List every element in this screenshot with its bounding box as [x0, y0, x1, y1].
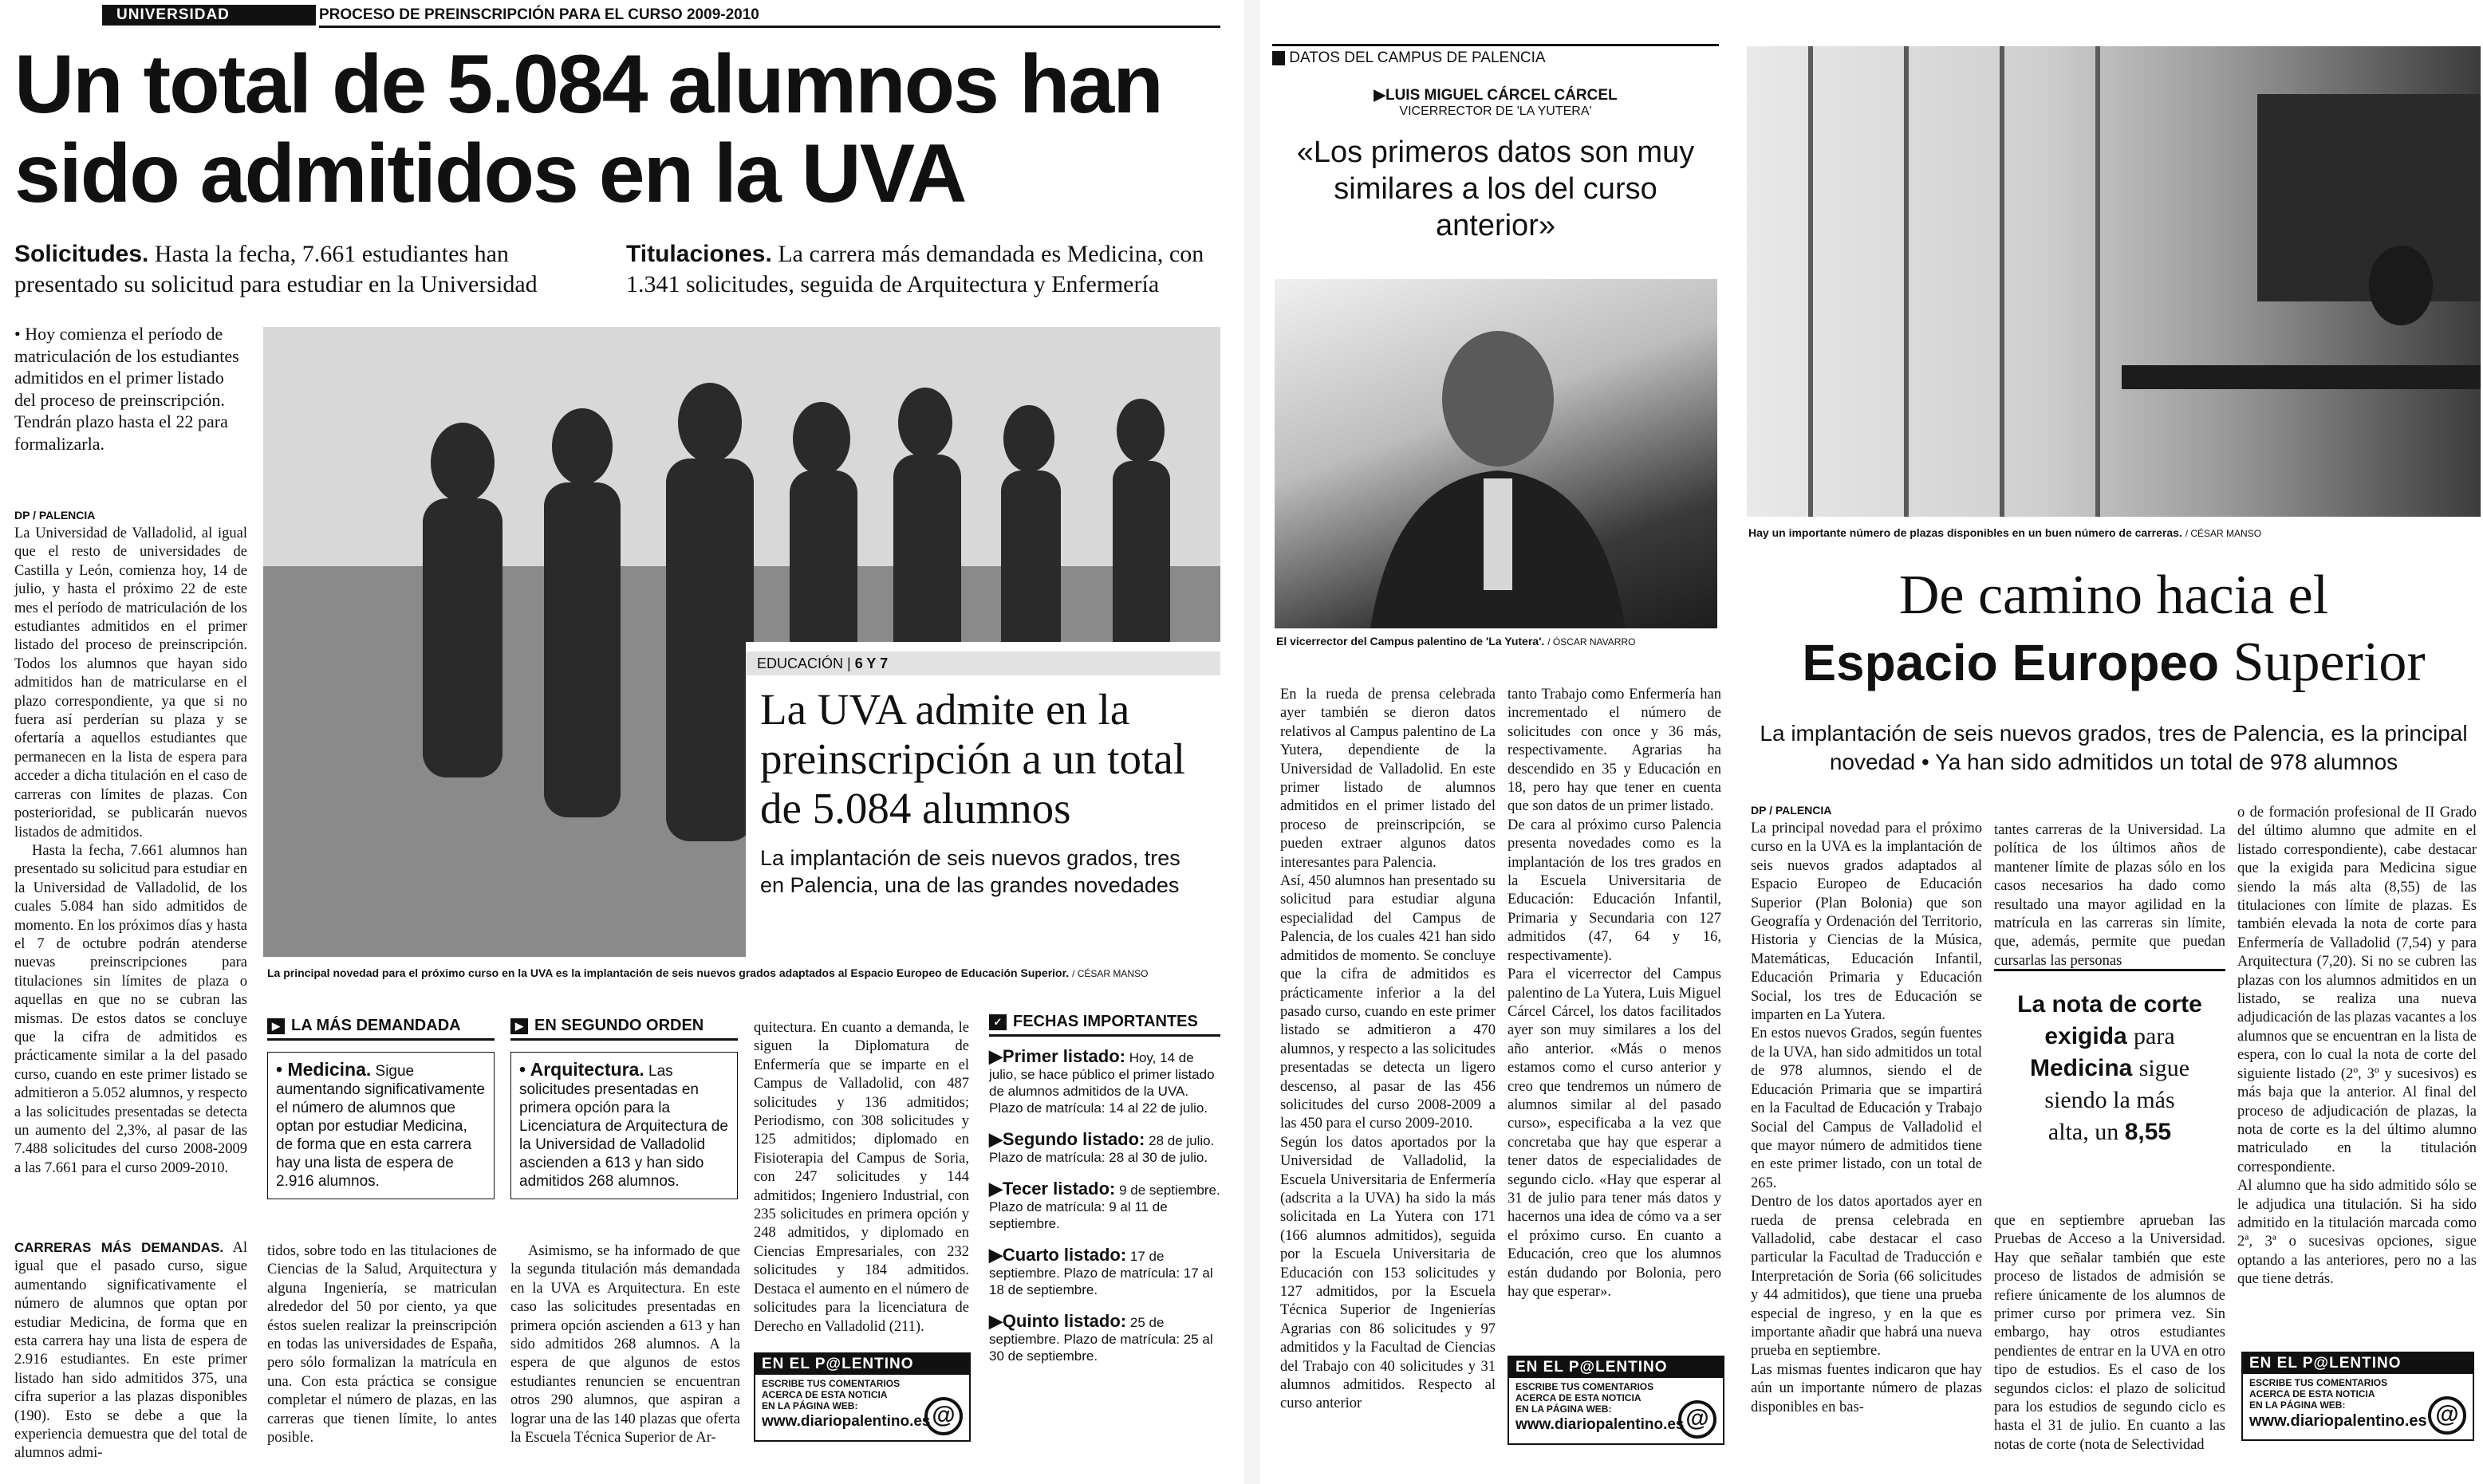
person-name: ▶LUIS MIGUEL CÁRCEL CÁRCEL — [1374, 87, 1618, 104]
fechas-list — [989, 1048, 1220, 1364]
inset-box — [746, 642, 1220, 957]
headline-line-1: Un total de 5.084 alumnos han — [14, 38, 1162, 131]
fecha-item: ▶Quinto listado: 25 de septiembre. Plazo de matrícula: 25 al 30 de septiembre. — [989, 1311, 1213, 1364]
fecha-item: ▶Tecer listado: 9 de septiembre. Plazo de matrícula: 9 al 11 de septiembre. — [989, 1179, 1220, 1231]
deck-right — [626, 239, 1232, 300]
promo-box-right — [2241, 1352, 2474, 1441]
promo-bar: EN EL P@LENTINO — [2243, 1353, 2473, 1374]
inset-deck: La implantación de seis nuevos grados, tres en Palencia, una de las grandes novedades — [760, 846, 1180, 897]
box-segundo-orden — [510, 1017, 738, 1199]
inset-section: EDUCACIÓN — [757, 655, 844, 671]
page-gutter — [1244, 0, 1260, 1484]
box-title: LA MÁS DEMANDADA — [291, 1017, 461, 1034]
fecha-text: Hoy, 14 de julio, se hace público el primer listado de alumnos admitidos de la UVA. Plazo de matrícula: 14 al 22 de julio. — [989, 1050, 1215, 1116]
paragraph: Hasta la fecha, 7.661 alumnos han presentado su solicitud para estudiar en la Universidad de Valladolid, de los cuales 5.084 han sido admitidos de momento. En los próximos días y hasta el 7 de octubre podrán atenderse nuevas preinscripciones para titulaciones sin límites de plaza o aquellas en que no se cubran las mismas. De estos datos se concluye que la cifra de admitidos es prácticamente similar a la del pasado curso, cuando en este primer listado se admitieron a 5.052 alumnos, y respecto a las solicitudes presentadas se detecta un aumento del 2,3%, al pasar de las 7.488 solicitudes del curso 2008-2009 a las 7.661 para el curso 2009-2010. — [14, 842, 247, 1176]
vicerrector-photo — [1275, 279, 1717, 628]
fecha-item: ▶Cuarto listado: 17 de septiembre. Plazo de matrícula: 17 al 18 de septiembre. — [989, 1245, 1213, 1297]
headline-rest: Superior — [2233, 632, 2426, 693]
photo-caption-text: La principal novedad para el próximo curso en la UVA es la implantación de seis nuevos grados adaptados al Espacio Europeo de Educación Superior. — [267, 966, 1070, 979]
pull-quote: «Los primeros datos son muy similares a los del curso anterior» — [1296, 136, 1695, 242]
headline-bold: Espacio Europeo — [1802, 634, 2220, 691]
headline-line-2: sido admitidos en la UVA — [14, 128, 966, 220]
promo-url[interactable]: www.diariopalentino.es — [762, 1413, 931, 1430]
column-1-text — [14, 525, 247, 1222]
box-icon: ▶ — [510, 1018, 528, 1034]
promo-box-left — [754, 1352, 971, 1442]
column-1-sub — [14, 1238, 247, 1462]
pull-line: siendo la más — [2044, 1087, 2175, 1113]
paragraph: La Universidad de Valladolid, al igual que el resto de universidades de Castilla y León, comienza hoy, 14 de julio, y hasta el próximo 22 de este mes el período de matriculación de los estudiantes admitidos en el primer listado del proceso de preinscripción. Todos los alumnos que hayan sido admitidos han de matricularse en el plazo correspondiente, ya que si no fuera así perderían su plaza y se ofertaría a aquellos estudiantes que permanecen en la lista de espera para acceder a dicha titulación en el caso de carreras con límites de plazas. Con posterioridad, se publicarán nuevos listados de admitidos. — [14, 526, 247, 840]
promo-line: ESCRIBE TUS COMENTARIOS — [1515, 1381, 1654, 1392]
promo-line: ESCRIBE TUS COMENTARIOS — [762, 1378, 901, 1389]
promo-url[interactable]: www.diariopalentino.es — [1515, 1416, 1685, 1433]
pull-line: para — [2134, 1023, 2175, 1049]
pull-line: alta, un — [2047, 1119, 2119, 1145]
pull-line: exigida — [2044, 1023, 2127, 1049]
paragraph: tidos, sobre todo en las titulaciones de Ciencias de la Salud, Arquitectura y alguna Ingeniería, se matriculan alrededor del 50 por ciento, ya que éstos suelen realizar la preinscripción en todas las universidades de España, pero sólo formalizan la matrícula en una. Con esta práctica se consigue completar el número de plazas, en las carreras que tienen límite, lo antes posible. — [267, 1243, 497, 1447]
section-icon — [1272, 51, 1285, 65]
person — [1272, 86, 1719, 119]
at-icon: @ — [2428, 1396, 2466, 1435]
campus-section — [1272, 44, 1719, 67]
promo-line: ACERCA DE ESTA NOTICIA — [762, 1389, 888, 1400]
box-text: Sigue aumentando significativamente el número de alumnos que optan por estudiar Medicina, de forma que en esta carrera hay una lista de espera de 2.916 alumnos. — [276, 1063, 485, 1190]
library-photo — [1747, 46, 2481, 517]
fecha-text: 28 de julio. Plazo de matrícula: 28 al 30 de julio. — [989, 1133, 1215, 1165]
promo-line: ACERCA DE ESTA NOTICIA — [1515, 1392, 1642, 1403]
byline: DP / PALENCIA — [14, 509, 96, 522]
interview-column-1 — [1280, 686, 1496, 1451]
inset-title: La UVA admite en la preinscripción a un total de 5.084 alumnos — [760, 685, 1186, 833]
library-illustration — [1747, 46, 2481, 517]
fecha-label: Quinto listado: — [1002, 1311, 1127, 1331]
column-1 — [14, 509, 247, 1462]
byline: DP / PALENCIA — [1751, 804, 1832, 817]
paragraph: Al igual que el pasado curso, sigue aumentando significativamente el número de alumnos que optan por estudiar Medicina, de forma que en esta carrera hay una lista de espera de 2.916 estudiantes. En este primer listado han sido admitidos 375, una cifra superior a las plazas disponibles (190). Esto se debe a que la experiencia demuestra que del total de alumnos admi- — [14, 1240, 247, 1462]
box-title: EN SEGUNDO ORDEN — [534, 1017, 704, 1034]
paragraph: quitectura. En cuanto a demanda, le siguen la Diplomatura de Enfermería que se imparte en el Campus de Valladolid, con 487 solicitudes y 136 admitidos; Periodismo, con 308 solicitudes y 125 admitidos; diplomado en Fisioterapia del Campus de Soria, con 247 solicitudes y 144 admitidos; Ingeniero Industrial, con 235 solicitudes en primera opción y 248 admitidos, y diplomado en Ciencias Empresariales, con 232 solicitudes y 184 admitidos. Destaca el aumento en el número de solicitudes para la licenciatura de Derecho en Valladolid (211). — [754, 1020, 969, 1335]
promo-url[interactable]: www.diariopalentino.es — [2249, 1412, 2427, 1430]
box-label: • Medicina. — [276, 1059, 372, 1080]
column-4 — [754, 1019, 969, 1338]
paragraph: tanto Trabajo como Enfermería han incrementado el número de solicitudes con once y 36 más, respectivamente. Agrarias ha descendido en 35 y Educación en 18, pero hay que tener en cuenta que son datos de un primer listado. De cara al próximo curso Palencia presenta novedades como es la implantación de los tres grados en la Escuela Universitaria de Educación: Educación Infantil, Primaria y Secundaria con 127 admitidos (47, 64 y 16, respectivamente). Para el vicerrector del Campus palentino de La Yutera, Luis Miguel Cárcel Cárcel, los datos facilitados ayer son muy similares a los del año anterior. «Más o menos estamos como el curso anterior y creo que tendremos un número de alumnos similar al del pasado curso», especificaba a la vez que concretaba que hay que esperar a tener datos de especialidades de segundo ciclo. «Hay que esperar al 31 de julio para tener más datos y hacernos una idea de cómo va a ser el próximo curso. En cuanto a Educación, creo que los alumnos están dudando por Bolonia, pero hay que esperar». — [1508, 687, 1721, 1300]
fecha-item: ▶Primer listado: Hoy, 14 de julio, se hace público el primer listado de alumnos admitidos de la UVA. Plazo de matrícula: 14 al 22 de julio. — [989, 1046, 1215, 1116]
headline-line-1: De camino hacia el — [1898, 565, 2329, 626]
paragraph: tantes carreras de la Universidad. La política de los últimos años de mantener límite de plazas sólo en los casos necesarios ha dado como resultado una mayor agilidad en la matrícula en las carreras sin límite, que, además, permite que puedan cursarlas las personas — [1994, 822, 2225, 969]
intro-bullet: • Hoy comienza el período de matriculación de los estudiantes admitidos en el primer listado del proceso de preinscripción. Tendrán plazo hasta el 22 para formalizarla. — [14, 324, 239, 454]
interview-column-2 — [1508, 686, 1721, 1348]
promo-bar: EN EL P@LENTINO — [1509, 1357, 1723, 1378]
photo-caption — [267, 966, 1224, 979]
paragraph: En la rueda de prensa celebrada ayer también se dieron datos relativos al Campus palentino de La Yutera, dependiente de la Universidad de Valladolid. En este primer listado de alumnos admitidos en el primer listado del proceso de preinscripción, se pueden extraer algunos datos interesantes para Palencia. Así, 450 alumnos han presentado su solicitud para estudiar alguna especialidad del Campus de Palencia, de los cuales 421 han sido admitidos de momento. Se concluye que la cifra de admitidos es prácticamente inferior a la del pasado curso, cuando en este primer listado se admitieron a 470 alumnos, y respecto a las solicitudes presentadas se detecta un ligero descenso, al pasar de las 456 solicitudes del curso 2008-2009 a las 450 para el curso 2009-2010. Según los datos aportados por la Universidad de Valladolid, la Escuela Universitaria de Enfermería (adscrita a la UVA) ha sido la más solicitada en La Yutera con 171 (166 alumnos admitidos), seguida por la Escuela Universitaria de Educación con 153 solicitudes y 127 admitidos, por la Escuela Técnica Superior de Ingenierías Agrarias con 86 solicitudes y 97 admitidos y la Facultad de Ciencias del Trabajo con 40 solicitudes y 31 alumnos admitidos. Respecto al curso anterior — [1280, 687, 1496, 1412]
person-role: VICERRECTOR DE 'LA YUTERA' — [1399, 104, 1592, 118]
article-column-3 — [2237, 804, 2477, 1338]
photo1-caption-text: El vicerrector del Campus palentino de 'La Yutera'. — [1276, 635, 1545, 648]
fechas-box — [989, 1013, 1220, 1379]
box-body — [510, 1052, 738, 1199]
subhead-label: CARRERAS MÁS DEMANDAS. — [14, 1240, 224, 1255]
box-text: Las solicitudes presentadas en primera opción para la Licenciatura de Arquitectura de la Universidad de Valladolid ascienden a 613 y han sido admitidos 268 alumnos. — [519, 1063, 728, 1190]
fecha-text: 17 de septiembre. Plazo de matrícula: 17 al 18 de septiembre. — [989, 1249, 1213, 1297]
deck-right-label: Titulaciones. — [626, 241, 772, 267]
promo-bar: EN EL P@LENTINO — [755, 1354, 969, 1375]
box-title: FECHAS IMPORTANTES — [1013, 1013, 1198, 1030]
fecha-label: Tecer listado: — [1002, 1179, 1116, 1199]
fecha-text: 25 de septiembre. Plazo de matrícula: 25 al 30 de septiembre. — [989, 1315, 1213, 1364]
pull-quote-box — [1994, 969, 2225, 1228]
supertitle: PROCESO DE PREINSCRIPCIÓN PARA EL CURSO 2009-2010 — [319, 5, 1220, 28]
inset-section-bar: EDUCACIÓN | 6 Y 7 — [746, 651, 1220, 675]
paragraph: Asimismo, se ha informado de que la segunda titulación más demandada en la UVA es Arquitectura. En este caso las solicitudes presentadas en primera opción ascienden a 613 y han sido admitidos 268 alumnos. A la espera de que algunos de estos estudiantes renuncien se encuentran otros 290 alumnos, que aspiran a lograr una de las 140 plazas que oferta la Escuela Técnica Superior de Ar- — [510, 1243, 740, 1447]
paragraph: La principal novedad para el próximo curso en la UVA es la implantación de seis nuevos grados adaptados al Espacio Europeo de Educación Superior (Plan Bolonia) que son Geografía y Ordenación del Territorio, Historia y Ciencias de la Música, Matemáticas, Educación Infantil, Educación Primaria y Educación Social, los tres de Educación se imparten en La Yutera. En estos nuevos Grados, según fuentes de la UVA, han sido admitidos un total de 978 alumnos, siendo el de Educación Primaria que se impartirá en la Facultad de Educación y Trabajo Social del Campus de Valladolid el que mayor número de admitidos tiene en este primer listado, con un total de 265. Dentro de los datos aportados ayer en rueda de prensa celebrada en Valladolid, cabe destacar el caso particular la Facultad de Traducción e Interpretación de Soria (66 solicitudes y 44 admitidos), que tiene una prueba especial de ingreso, y en la que es importante añadir que habrá una nueva prueba en septiembre. Las mismas fuentes indicaron que hay aún un importante número de plazas disponibles en bas- — [1751, 821, 1982, 1415]
deck-left-text: Hasta la fecha, 7.661 estudiantes han presentado su solicitud para estudiar en la Universidad — [14, 241, 538, 297]
promo-line: EN LA PÁGINA WEB: — [1515, 1403, 1612, 1415]
promo-line: EN LA PÁGINA WEB: — [2249, 1399, 2346, 1411]
promo-line: ESCRIBE TUS COMENTARIOS — [2249, 1377, 2388, 1388]
pull-line: La nota de corte — [2017, 991, 2202, 1018]
fecha-label: Cuarto listado: — [1002, 1245, 1127, 1265]
photo2-caption — [1748, 526, 2482, 539]
deck-right-text: La carrera más demandada es Medicina, con 1.341 solicitudes, seguida de Arquitectura y Enfermería — [626, 241, 1204, 297]
section-tag: UNIVERSIDAD — [102, 5, 316, 26]
person-illustration — [1275, 279, 1717, 628]
promo-line: ACERCA DE ESTA NOTICIA — [2249, 1388, 2375, 1399]
box-icon: ▶ — [267, 1018, 285, 1034]
promo-line: EN LA PÁGINA WEB: — [762, 1400, 858, 1411]
pull-line: Medicina — [2029, 1055, 2133, 1081]
photo1-caption — [1276, 635, 1723, 648]
fecha-label: Primer listado: — [1002, 1046, 1125, 1066]
article-column-2-bottom — [1994, 1212, 2225, 1451]
photo2-credit: / CÉSAR MANSO — [2185, 528, 2262, 539]
article-column-1-text — [1751, 820, 1982, 1466]
calendar-icon: ✓ — [989, 1014, 1007, 1030]
fecha-text: 9 de septiembre. Plazo de matrícula: 9 al 11 de septiembre. — [989, 1183, 1220, 1231]
column-2 — [267, 1242, 497, 1474]
inset-pages: 6 Y 7 — [854, 655, 889, 671]
article-headline — [1747, 562, 2481, 696]
deck-left-label: Solicitudes. — [14, 241, 149, 267]
campus-section-title: DATOS DEL CAMPUS DE PALENCIA — [1289, 49, 1546, 66]
at-icon: @ — [1678, 1400, 1716, 1439]
article-column-1 — [1751, 804, 1982, 1466]
paragraph: que en septiembre aprueban las Pruebas de Acceso a la Universidad. Hay que señalar también que este proceso de listados de admisión se refiere únicamente de los alumnos de primer curso por primera vez. Sin embargo, hay otros estudiantes pendientes de entrar en la UVA en otro tipo de estudios. Es el caso de los segundos ciclos: el plazo de solicitud para los estudios de segundo ciclo es hasta el 31 de julio. En cuanto a las notas de corte (nota de Selectividad — [1994, 1213, 2225, 1453]
headline — [14, 40, 1235, 218]
students-photo — [263, 327, 1220, 957]
fecha-label: Segundo listado: — [1002, 1129, 1145, 1149]
fecha-item: ▶Segundo listado: 28 de julio. Plazo de matrícula: 28 al 30 de julio. — [989, 1129, 1215, 1165]
photo1-credit: / ÓSCAR NAVARRO — [1547, 636, 1636, 648]
article-column-2-top — [1994, 821, 2225, 969]
pull-value: 8,55 — [2124, 1119, 2172, 1145]
box-body — [267, 1052, 495, 1199]
promo-box-mid — [1508, 1356, 1724, 1445]
pull-line: sigue — [2138, 1055, 2190, 1081]
photo2-caption-text: Hay un importante número de plazas disponibles en un buen número de carreras. — [1748, 526, 2182, 539]
paragraph: o de formación profesional de II Grado del último alumno que admite en el listado correspondiente), cabe destacar que la exigida para Medicina sigue siendo la más alta (8,55) de las titulaciones con límite de plazas. Es también elevada la nota de corte para Enfermería de Valladolid (7,54) y para Arquitectura (7,20). Si no se cubren las plazas con los alumnos admitidos en un listado, se realiza una nueva adjudicación de las plazas vacantes a los alumnos que se encuentran en la lista de espera, con lo cual la nota de corte del siguiente listado (2º, 3º y sucesivos) es más baja que la anterior. Al final del proceso de adjudicación de plazas, la nota de corte es la del último alumno matriculado en la titulación correspondiente. Al alumno que ha sido admitido sólo se le adjudica una titulación. Si ha sido admitido en la titulación marcada como 2ª, 3ª o sucesivas opciones, sigue optando a las anteriores, pero no a las que tiene detrás. — [2237, 805, 2477, 1288]
photo-credit: / CÉSAR MANSO — [1072, 968, 1149, 979]
box-mas-demandada — [267, 1017, 495, 1199]
box-label: • Arquitectura. — [519, 1059, 644, 1080]
article-deck: La implantación de seis nuevos grados, tres de Palencia, es la principal novedad • Ya han sido admitidos un total de 978 alumnos — [1760, 721, 2468, 774]
column-3 — [510, 1242, 740, 1474]
deck-left — [14, 239, 605, 300]
at-icon: @ — [924, 1397, 963, 1435]
